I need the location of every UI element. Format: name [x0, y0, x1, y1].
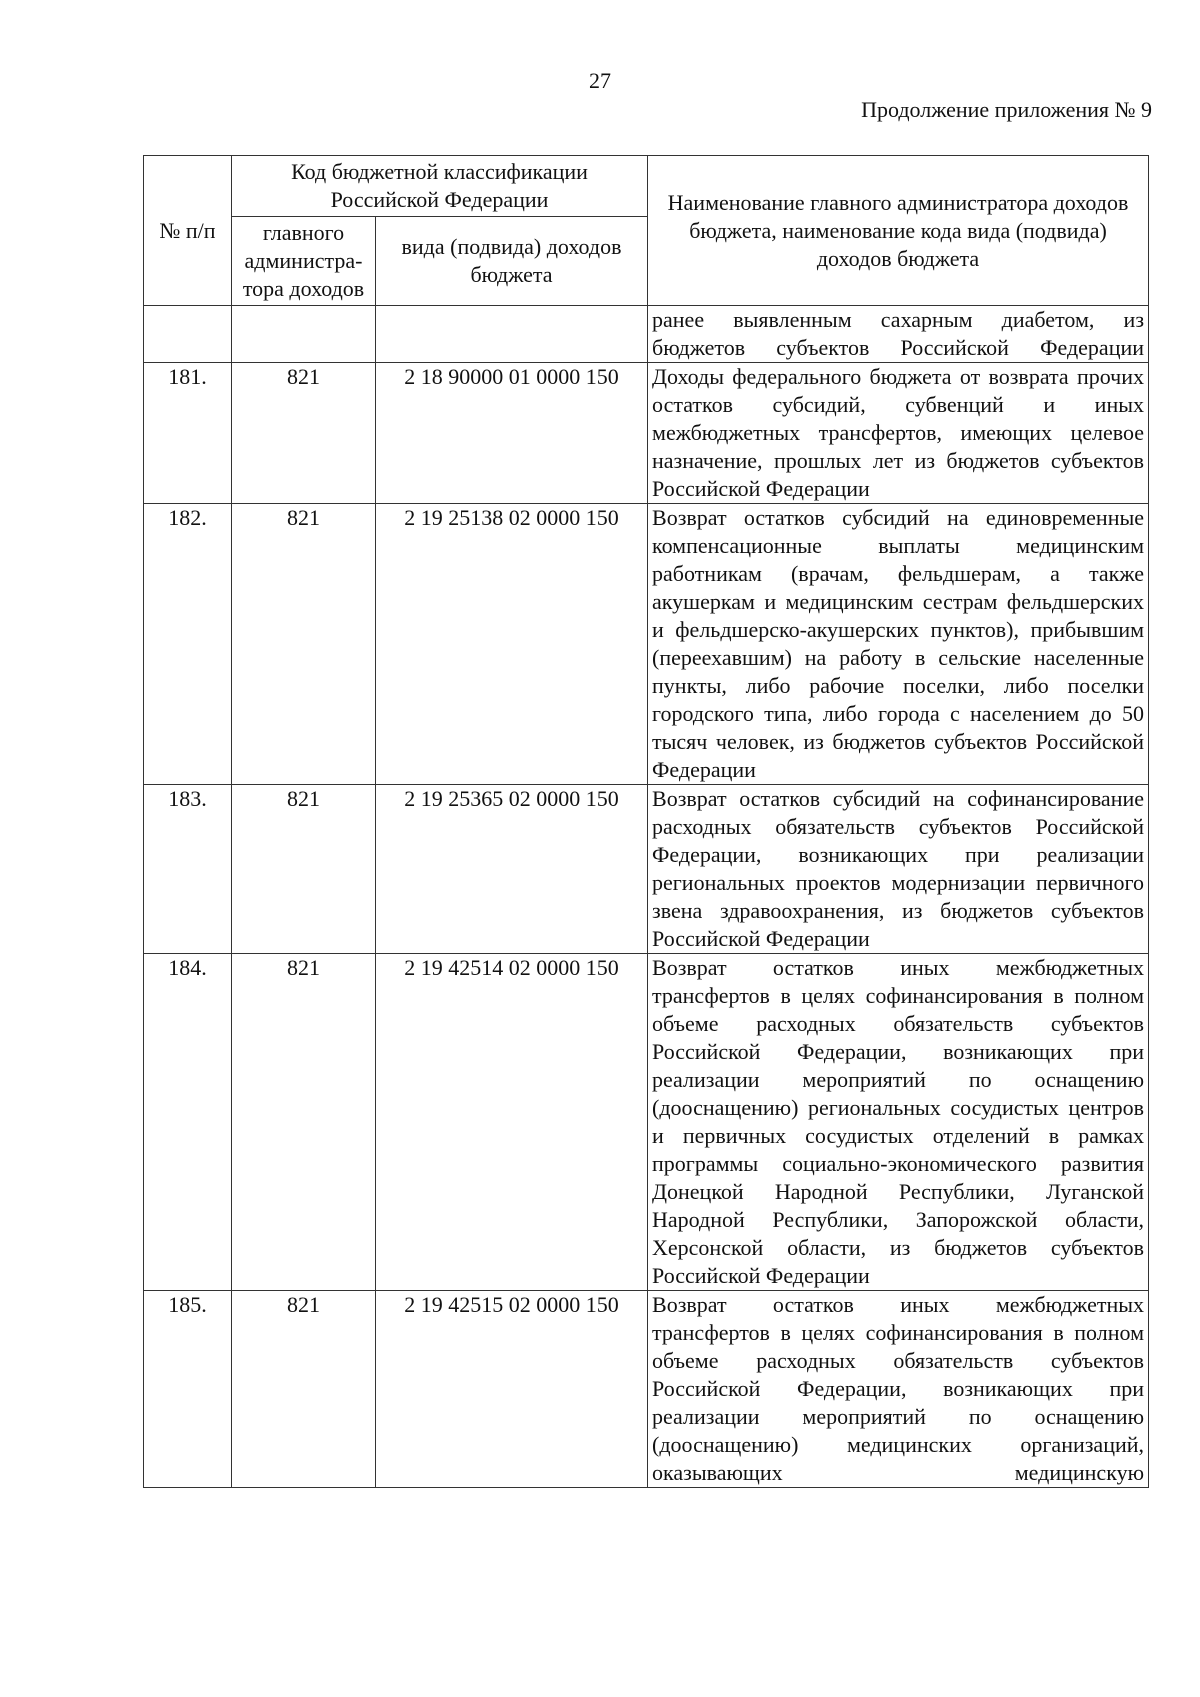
revenue-code: 2 19 25365 02 0000 150	[376, 785, 648, 954]
table-row	[144, 1291, 1149, 1488]
table-row	[144, 363, 1149, 504]
revenue-name: Доходы федерального бюджета от возврата прочих остатков субсидий, субвенций и иных межбюджетных трансфертов, имеющих целевое назначение, прошлых лет из бюджетов субъектов Российской Федерации	[648, 363, 1149, 504]
revenue-code: 2 19 42515 02 0000 150	[376, 1291, 648, 1488]
revenue-name: ранее выявленным сахарным диабетом, из бюджетов субъектов Российской Федерации	[648, 306, 1149, 363]
appendix-continuation-title: Продолжение приложения № 9	[861, 97, 1152, 122]
row-number: 181.	[144, 363, 232, 504]
revenue-name: Возврат остатков иных межбюджетных трансфертов в целях софинансирования в полном объеме расходных обязательств субъектов Российской Федерации, возникающих при реализации мероприятий по оснащению (дооснащению) медицинских организаций, оказывающих медицинскую	[648, 1291, 1149, 1488]
revenue-name: Возврат остатков иных межбюджетных трансфертов в целях софинансирования в полном объеме расходных обязательств субъектов Российской Федерации, возникающих при реализации мероприятий по оснащению (дооснащению) региональных сосудистых центров и первичных сосудистых отделений в рамках программы социально-экономического развития Донецкой Народной Республики, Луганской Народной Республики, Запорожской области, Херсонской области, из бюджетов субъектов Российской Федерации	[648, 954, 1149, 1291]
row-number	[144, 306, 232, 363]
header-revenue-type-code: вида (подвида) доходов бюджета	[376, 217, 648, 306]
admin-code: 821	[232, 785, 376, 954]
admin-code	[232, 306, 376, 363]
revenue-name: Возврат остатков субсидий на софинансирование расходных обязательств субъектов Российской Федерации, возникающих при реализации региональных проектов модернизации первичного звена здравоохранения, из бюджетов субъектов Российской Федерации	[648, 785, 1149, 954]
admin-code: 821	[232, 363, 376, 504]
revenue-code	[376, 306, 648, 363]
header-row-number: № п/п	[144, 156, 232, 306]
admin-code: 821	[232, 954, 376, 1291]
page-number: 27	[589, 68, 611, 93]
admin-code: 821	[232, 1291, 376, 1488]
row-number: 185.	[144, 1291, 232, 1488]
table-row	[144, 504, 1149, 785]
revenue-classification-table	[143, 155, 1149, 1488]
row-number: 182.	[144, 504, 232, 785]
table-header	[144, 156, 1149, 306]
revenue-code: 2 19 42514 02 0000 150	[376, 954, 648, 1291]
row-number: 183.	[144, 785, 232, 954]
header-chief-administrator: главного администра-тора доходов	[232, 217, 376, 306]
header-budget-classification-code: Код бюджетной классификации Российской Федерации	[232, 156, 648, 217]
header-administrator-name: Наименование главного администратора доходов бюджета, наименование кода вида (подвида) доходов бюджета	[648, 156, 1149, 306]
admin-code: 821	[232, 504, 376, 785]
table-row	[144, 954, 1149, 1291]
row-number: 184.	[144, 954, 232, 1291]
table-row	[144, 306, 1149, 363]
revenue-code: 2 19 25138 02 0000 150	[376, 504, 648, 785]
table-row	[144, 785, 1149, 954]
revenue-name: Возврат остатков субсидий на единовременные компенсационные выплаты медицинским работникам (врачам, фельдшерам, а также акушеркам и медицинским сестрам фельдшерских и фельдшерско-акушерских пунктов), прибывшим (переехавшим) на работу в сельские населенные пункты, либо рабочие поселки, либо поселки городского типа, либо города с населением до 50 тысяч человек, из бюджетов субъектов Российской Федерации	[648, 504, 1149, 785]
revenue-code: 2 18 90000 01 0000 150	[376, 363, 648, 504]
